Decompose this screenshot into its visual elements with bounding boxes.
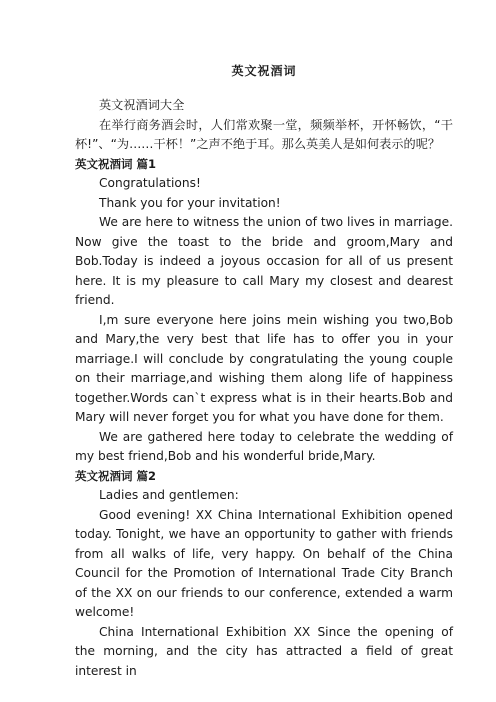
intro-title: 英文祝酒词大全	[99, 98, 185, 112]
section-heading-1: 英文祝酒词 篇1	[75, 156, 157, 171]
document-title: 英文祝酒词	[231, 64, 297, 78]
section-1-paragraph: Congratulations!	[99, 176, 201, 190]
section-1-paragraph: I,m sure everyone here joins mein wishing you two,Bob and Mary,the very best that life has to offer you in your marriage.I will conclude by congratulating the young couple on their marriage,and wishing them along life of happiness together.Words can`t express what is in their hearts.Bob and Mary will never forget you for what you have done for them.	[75, 312, 453, 424]
section-2-paragraph: Ladies and gentlemen:	[99, 488, 239, 502]
section-1-paragraph: We are gathered here today to celebrate the wedding of my best friend,Bob and his wonderful bride,Mary.	[75, 429, 453, 463]
section-1-paragraph: Thank you for your invitation!	[99, 195, 281, 210]
section-1-paragraph: We are here to witness the union of two lives in marriage. Now give the toast to the bride and groom,Mary and Bob.Today is indeed a joyous occasion for all of us present here. It is my pleasure to call Mary my closest and dearest friend.	[75, 215, 453, 307]
section-2-paragraph: China International Exhibition XX Since the opening of the morning, and the city has attracted a field of great interest in	[75, 624, 453, 678]
section-heading-2: 英文祝酒词 篇2	[75, 468, 157, 483]
section-2-paragraph: Good evening! XX China International Exhibition opened today. Tonight, we have an opportunity to gather with friends from all walks of life, very happy. On behalf of the China Council for the Promotion of International Trade City Branch of the XX on our friends to our conference, extended a warm welcome!	[75, 507, 453, 619]
intro-paragraph: 在举行商务酒会时，人们常欢聚一堂，频频举杯，开怀畅饮，“干杯!”、“为……干杯！”之声不绝于耳。那么英美人是如何表示的呢？	[75, 117, 453, 151]
